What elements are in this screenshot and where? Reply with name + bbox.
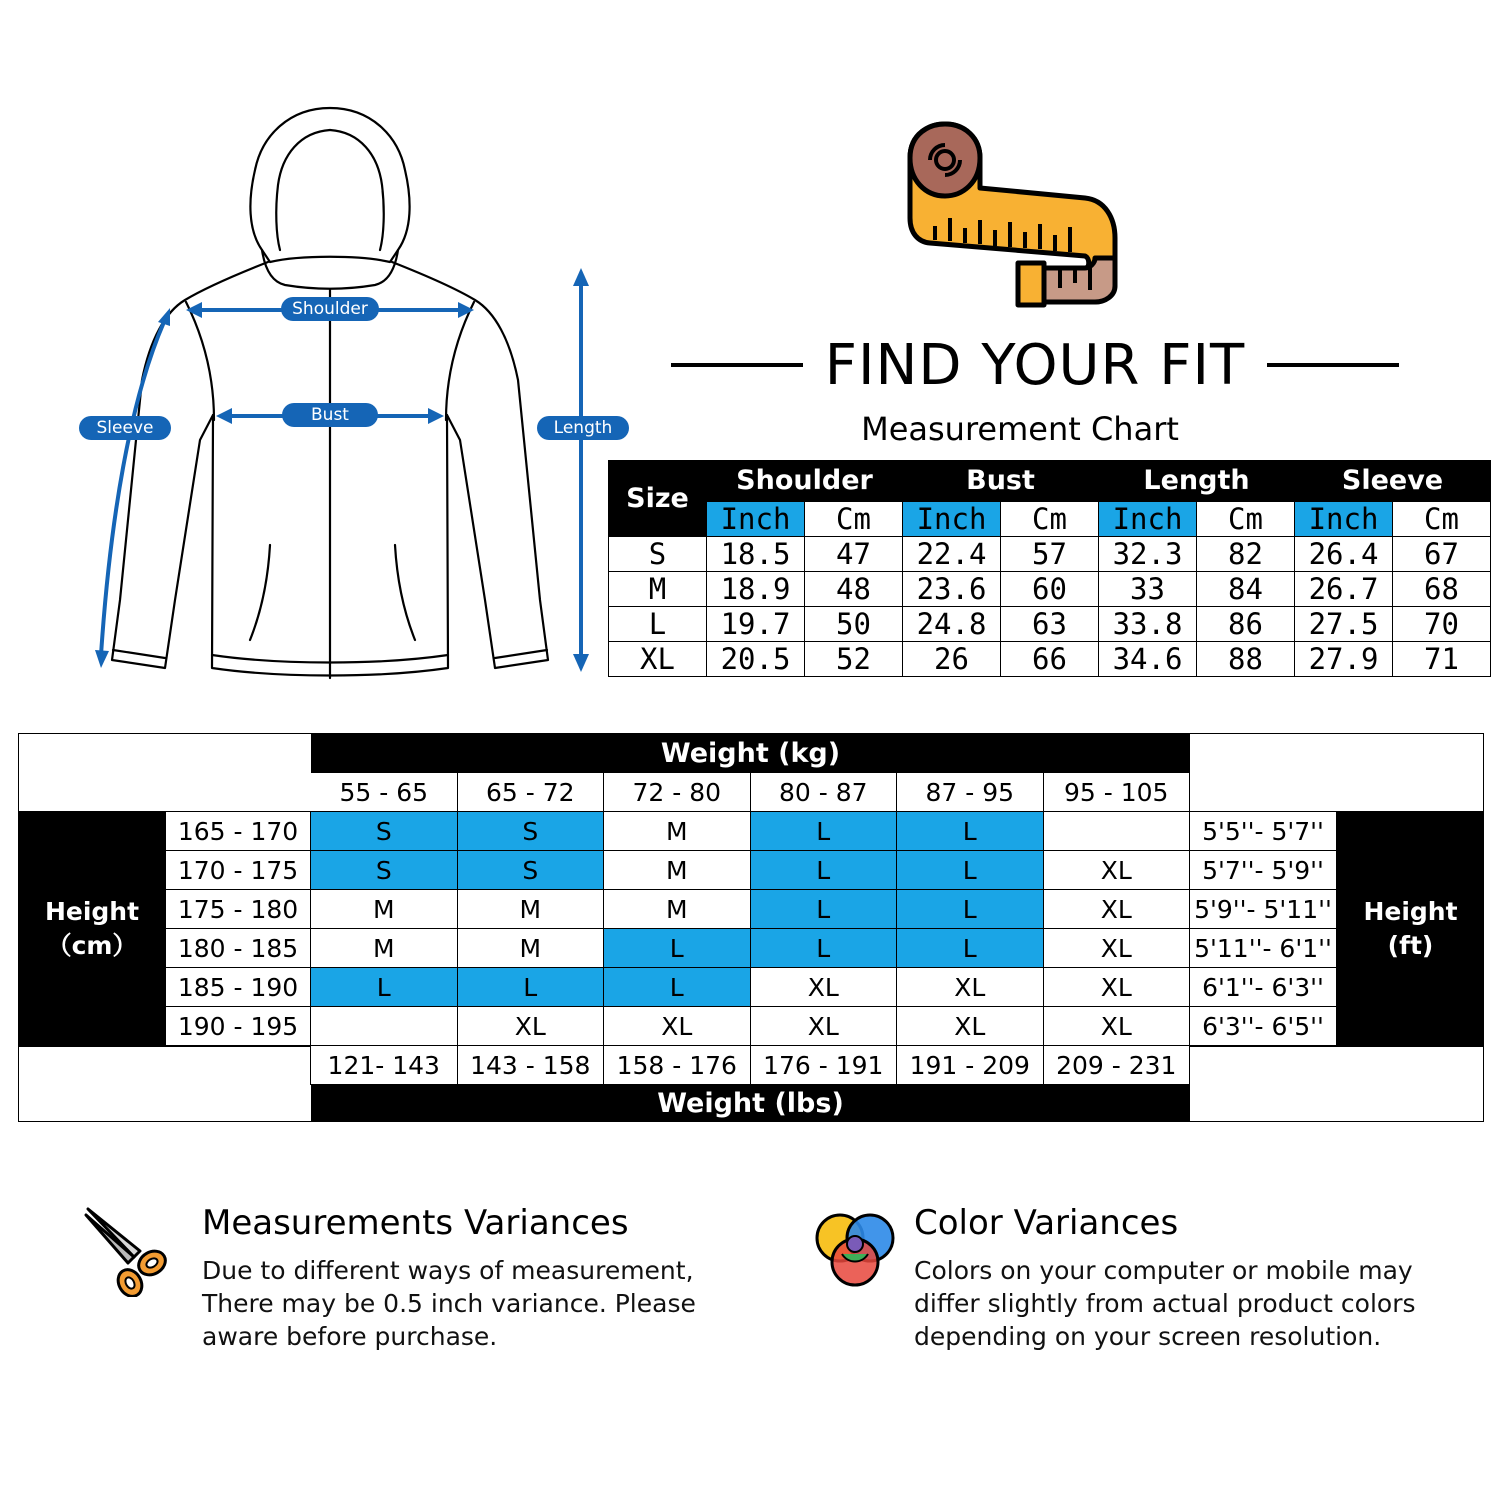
unit-header: Inch [1099, 502, 1197, 537]
height-ft-title-line: (ft) [1387, 931, 1434, 960]
value-cell: 27.5 [1295, 607, 1393, 642]
value-cell: 20.5 [707, 642, 805, 677]
color-variance-text [914, 1254, 1416, 1353]
value-cell: 33 [1099, 572, 1197, 607]
size-header: Size [609, 461, 707, 537]
height-ft-cell: 5'5''- 5'7'' [1190, 812, 1337, 851]
size-cell: L [897, 929, 1044, 968]
unit-header: Inch [707, 502, 805, 537]
shoulder-label: Shoulder [281, 297, 379, 321]
note-line: There may be 0.5 inch variance. Please [202, 1289, 696, 1318]
size-cell: L [751, 890, 898, 929]
kg-range-header: 55 - 65 [311, 773, 458, 812]
size-cell: M [458, 929, 605, 968]
value-cell: 50 [805, 607, 903, 642]
size-cell [311, 1007, 458, 1046]
size-cell: XL [897, 1007, 1044, 1046]
size-cell: XL [751, 1007, 898, 1046]
size-cell: M [458, 890, 605, 929]
measurement-variance-title: Measurements Variances [202, 1203, 629, 1243]
size-cell: XL [1044, 968, 1191, 1007]
group-header-bust: Bust [903, 461, 1099, 502]
size-cell: M [311, 890, 458, 929]
fit-title [640, 330, 1430, 400]
value-cell: 18.5 [707, 537, 805, 572]
value-cell: 27.9 [1295, 642, 1393, 677]
value-cell: 84 [1197, 572, 1295, 607]
value-cell: 34.6 [1099, 642, 1197, 677]
value-cell: 18.9 [707, 572, 805, 607]
size-cell: M [609, 572, 707, 607]
unit-header: Cm [1197, 502, 1295, 537]
grid-divider [310, 1046, 311, 1085]
weight-kg-title: Weight (kg) [311, 734, 1190, 773]
value-cell: 24.8 [903, 607, 1001, 642]
size-cell: L [458, 968, 605, 1007]
unit-header: Cm [1001, 502, 1099, 537]
size-cell: XL [1044, 890, 1191, 929]
size-cell: L [897, 851, 1044, 890]
size-cell [1044, 812, 1191, 851]
group-header-length: Length [1099, 461, 1295, 502]
unit-header: Inch [903, 502, 1001, 537]
group-header-shoulder: Shoulder [707, 461, 903, 502]
size-cell: L [751, 929, 898, 968]
title-rule-right [1267, 363, 1399, 367]
value-cell: 32.3 [1099, 537, 1197, 572]
height-ft-title [1337, 812, 1484, 1046]
value-cell: 88 [1197, 642, 1295, 677]
grid-divider [1190, 1046, 1484, 1047]
size-cell: XL [1044, 851, 1191, 890]
height-ft-cell: 5'7''- 5'9'' [1190, 851, 1337, 890]
lbs-range-cell: 121- 143 [311, 1046, 458, 1085]
size-cell: M [604, 851, 751, 890]
size-recommendation-grid [18, 733, 1484, 1122]
size-cell: L [604, 968, 751, 1007]
value-cell: 19.7 [707, 607, 805, 642]
value-cell: 71 [1393, 642, 1491, 677]
unit-header: Cm [1393, 502, 1491, 537]
height-cm-title-line: Height [44, 897, 140, 926]
height-ft-title-line: Height [1363, 897, 1458, 926]
size-cell: XL [751, 968, 898, 1007]
size-cell: L [604, 929, 751, 968]
value-cell: 60 [1001, 572, 1099, 607]
size-cell: L [751, 851, 898, 890]
value-cell: 63 [1001, 607, 1099, 642]
size-cell: S [311, 812, 458, 851]
table-row [609, 537, 1491, 572]
note-line: Colors on your computer or mobile may [914, 1256, 1413, 1285]
height-cm-cell: 175 - 180 [165, 890, 311, 929]
value-cell: 22.4 [903, 537, 1001, 572]
value-cell: 23.6 [903, 572, 1001, 607]
jacket-diagram [60, 95, 660, 695]
size-cell: S [609, 537, 707, 572]
height-cm-cell: 185 - 190 [165, 968, 311, 1007]
lbs-range-cell: 191 - 209 [897, 1046, 1044, 1085]
value-cell: 48 [805, 572, 903, 607]
measurement-chart-subtitle: Measurement Chart [861, 410, 1179, 448]
sleeve-label: Sleeve [79, 416, 171, 440]
height-cm-cell: 190 - 195 [165, 1007, 311, 1046]
value-cell: 82 [1197, 537, 1295, 572]
table-row [609, 642, 1491, 677]
table-row [609, 607, 1491, 642]
value-cell: 66 [1001, 642, 1099, 677]
value-cell: 70 [1393, 607, 1491, 642]
size-cell: XL [1044, 929, 1191, 968]
height-cm-cell: 165 - 170 [165, 812, 311, 851]
note-line: depending on your screen resolution. [914, 1322, 1382, 1351]
value-cell: 33.8 [1099, 607, 1197, 642]
color-variance-title: Color Variances [914, 1203, 1179, 1243]
grid-divider [19, 1046, 311, 1047]
height-cm-cell: 180 - 185 [165, 929, 311, 968]
height-ft-cell: 5'11''- 6'1'' [1190, 929, 1337, 968]
value-cell: 57 [1001, 537, 1099, 572]
fit-title-text: FIND YOUR FIT [824, 332, 1246, 398]
scissors-icon [82, 1205, 174, 1297]
height-cm-cell: 170 - 175 [165, 851, 311, 890]
tape-measure-icon [900, 118, 1125, 313]
size-cell: S [458, 851, 605, 890]
kg-range-header: 95 - 105 [1044, 773, 1191, 812]
color-circles-icon [812, 1210, 902, 1290]
height-cm-title [19, 812, 165, 1046]
measurement-table [608, 460, 1491, 677]
kg-range-header: 87 - 95 [897, 773, 1044, 812]
height-ft-cell: 6'1''- 6'3'' [1190, 968, 1337, 1007]
size-cell: XL [604, 1007, 751, 1046]
measurement-variance-text [202, 1254, 696, 1353]
size-cell: M [604, 890, 751, 929]
kg-range-header: 72 - 80 [604, 773, 751, 812]
height-cm-title-line: （cm） [46, 931, 138, 960]
size-cell: XL [897, 968, 1044, 1007]
note-line: differ slightly from actual product colors [914, 1289, 1416, 1318]
title-rule-left [671, 363, 803, 367]
weight-lbs-title: Weight (lbs) [311, 1085, 1190, 1122]
lbs-range-cell: 158 - 176 [604, 1046, 751, 1085]
size-cell: L [609, 607, 707, 642]
lbs-range-cell: 143 - 158 [458, 1046, 605, 1085]
size-cell: S [458, 812, 605, 851]
size-cell: M [311, 929, 458, 968]
size-cell: M [604, 812, 751, 851]
value-cell: 67 [1393, 537, 1491, 572]
size-cell: XL [609, 642, 707, 677]
lbs-range-cell: 209 - 231 [1044, 1046, 1191, 1085]
group-header-sleeve: Sleeve [1295, 461, 1491, 502]
value-cell: 26.7 [1295, 572, 1393, 607]
value-cell: 26 [903, 642, 1001, 677]
size-cell: L [897, 812, 1044, 851]
lbs-range-cell: 176 - 191 [751, 1046, 898, 1085]
value-cell: 26.4 [1295, 537, 1393, 572]
value-cell: 47 [805, 537, 903, 572]
note-line: aware before purchase. [202, 1322, 498, 1351]
size-cell: XL [1044, 1007, 1191, 1046]
size-cell: S [311, 851, 458, 890]
size-cell: L [751, 812, 898, 851]
kg-range-header: 65 - 72 [458, 773, 605, 812]
unit-header: Inch [1295, 502, 1393, 537]
height-ft-cell: 5'9''- 5'11'' [1190, 890, 1337, 929]
size-cell: L [311, 968, 458, 1007]
length-label: Length [537, 416, 629, 440]
unit-header: Cm [805, 502, 903, 537]
value-cell: 68 [1393, 572, 1491, 607]
table-row [609, 572, 1491, 607]
note-line: Due to different ways of measurement, [202, 1256, 694, 1285]
value-cell: 86 [1197, 607, 1295, 642]
size-cell: L [897, 890, 1044, 929]
size-cell: XL [458, 1007, 605, 1046]
bust-label: Bust [282, 403, 378, 427]
height-ft-cell: 6'3''- 6'5'' [1190, 1007, 1337, 1046]
kg-range-header: 80 - 87 [751, 773, 898, 812]
value-cell: 52 [805, 642, 903, 677]
